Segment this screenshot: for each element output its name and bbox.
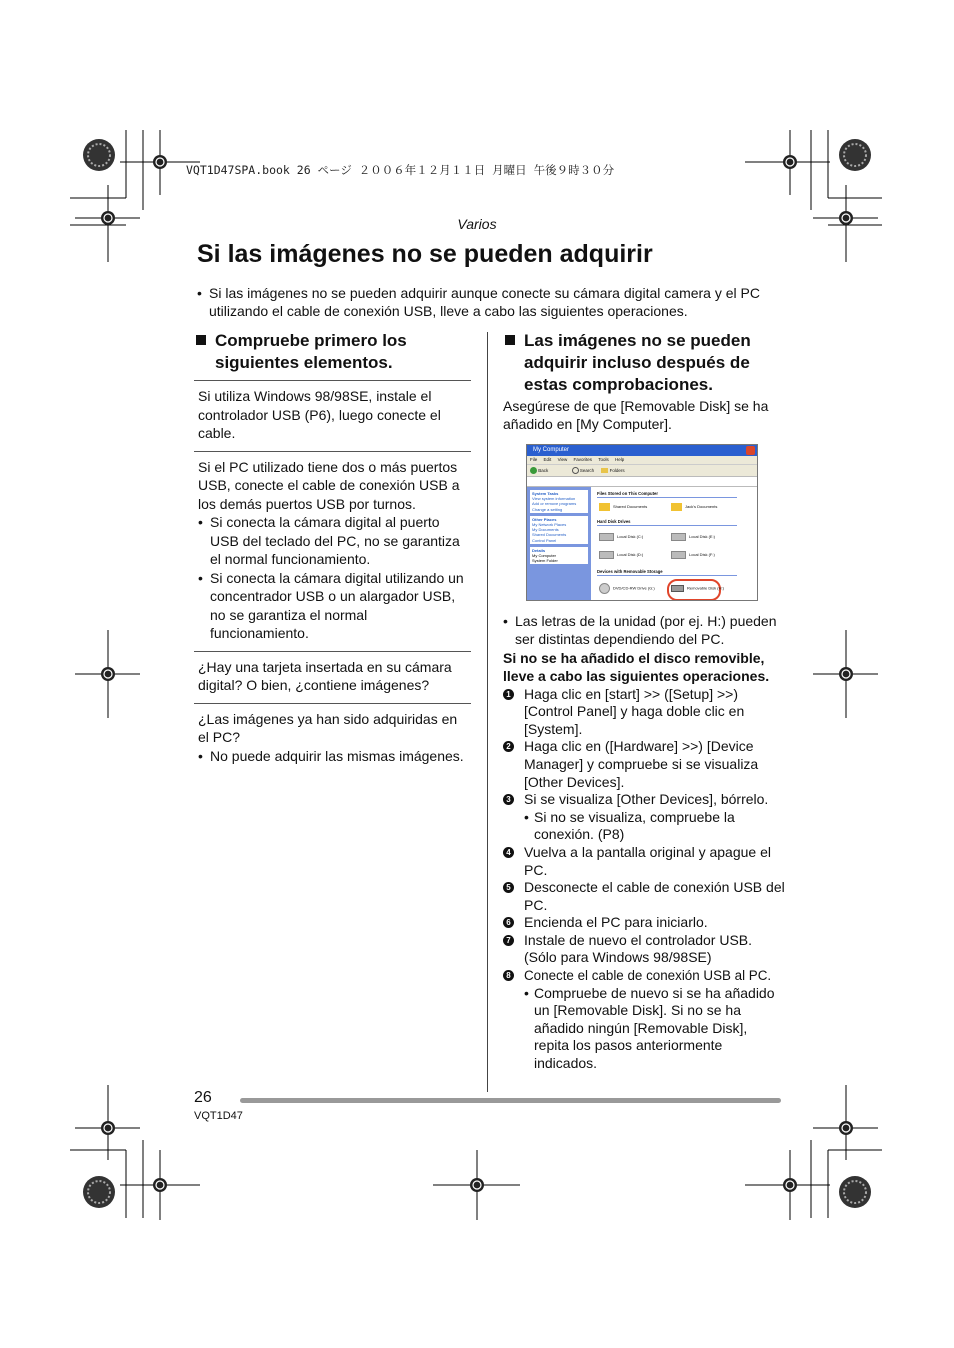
left-heading bbox=[194, 330, 471, 374]
menu-tools[interactable]: Tools bbox=[598, 457, 609, 462]
task-section: Details My Computer System Folder bbox=[530, 547, 588, 565]
step-1: 1 Haga clic en [start] >> ([Setup] >>) [Control Panel] y haga doble clic en [System]. bbox=[503, 686, 785, 739]
check-text: ¿Hay una tarjeta insertada en su cámara digital? O bien, ¿contiene imágenes? bbox=[198, 658, 452, 693]
square-bullet-icon bbox=[196, 335, 206, 345]
right-column bbox=[503, 330, 785, 1073]
step-8: 8 Conecte el cable de conexión USB al PC. bbox=[503, 967, 785, 985]
intro-bullet: • Si las imágenes no se pueden adquirir aunque conecte su cámara digital camera y el PC utilizando el cable de conexión USB, lleve a cabo las siguientes operaciones. bbox=[197, 284, 787, 320]
menu-bar bbox=[527, 456, 757, 464]
menu-file[interactable]: File bbox=[530, 457, 538, 462]
task-pane bbox=[527, 487, 591, 601]
check-text: Si utiliza Windows 98/98SE, instale el controlador USB (P6), luego conecte el cable. bbox=[198, 388, 441, 441]
dvd-icon bbox=[599, 583, 610, 594]
folder-item[interactable]: Jack's Documents bbox=[671, 503, 717, 511]
check-box-4 bbox=[194, 703, 471, 766]
task-section: Other Places My Network Places My Documents Shared Documents Control Panel bbox=[530, 516, 588, 544]
removable-disk-icon bbox=[671, 585, 684, 592]
menu-view[interactable]: View bbox=[557, 457, 568, 462]
right-heading bbox=[503, 330, 785, 396]
left-column bbox=[194, 330, 471, 765]
close-icon[interactable] bbox=[746, 446, 755, 455]
search-icon[interactable] bbox=[572, 467, 579, 474]
list-item: • Si conecta la cámara digital utilizando un concentrador USB o un alargador USB, no se garantiza el normal funcionamiento. bbox=[198, 569, 464, 641]
dvd-drive-item[interactable]: DVD/CD-RW Drive (G:) bbox=[599, 583, 655, 594]
footer-rule bbox=[240, 1098, 781, 1103]
menu-favorites[interactable]: Favorites bbox=[573, 457, 593, 462]
my-computer-screenshot bbox=[526, 444, 758, 601]
right-para: Asegúrese de que [Removable Disk] se ha añadido en [My Computer]. bbox=[503, 398, 769, 432]
window-title: My Computer bbox=[533, 447, 570, 453]
content-pane bbox=[591, 487, 757, 601]
disk-item[interactable]: Local Disk (C:) bbox=[599, 533, 643, 541]
step-2: 2 Haga clic en ([Hardware] >>) [Device Manager] y compruebe si se visualiza [Other Devices]. bbox=[503, 738, 785, 791]
menu-edit[interactable]: Edit bbox=[543, 457, 552, 462]
step-6: 6 Encienda el PC para iniciarlo. bbox=[503, 914, 785, 932]
check-text: Si el PC utilizado tiene dos o más puertos USB, conecte el cable de conexión USB a los demás puertos USB por turnos. bbox=[198, 458, 460, 512]
list-item: • Las letras de la unidad (por ej. H:) pueden ser distintas dependiendo del PC. bbox=[503, 613, 777, 647]
hard-disk-icon bbox=[599, 533, 614, 541]
list-item: • No puede adquirir las mismas imágenes. bbox=[198, 747, 464, 764]
check-box-2 bbox=[194, 451, 471, 651]
step-8-sub: • Compruebe de nuevo si se ha añadido un [Removable Disk]. Si no se ha añadido ningún [Removable Disk], repita los pasos anteriormente indicados. bbox=[524, 984, 775, 1072]
check-box-3 bbox=[194, 651, 471, 703]
check-box-1 bbox=[194, 380, 471, 451]
intro-text: Si las imágenes no se pueden adquirir aunque conecte su cámara digital camera y el PC utilizando el cable de conexión USB, lleve a cabo las siguientes operaciones. bbox=[209, 285, 760, 319]
left-heading-text: Compruebe primero los siguientes elementos. bbox=[215, 331, 407, 372]
folders-button[interactable]: Folders bbox=[609, 468, 625, 473]
hard-disk-icon bbox=[599, 551, 614, 559]
model-code: VQT1D47 bbox=[194, 1110, 243, 1122]
group-label: Files Stored on This Computer bbox=[597, 491, 658, 496]
folder-item[interactable]: Shared Documents bbox=[599, 503, 647, 511]
bold-note: Si no se ha añadido el disco removible, lleve a cabo las siguientes operaciones. bbox=[503, 650, 770, 684]
disk-item[interactable]: Local Disk (E:) bbox=[671, 533, 715, 541]
page-title: Si las imágenes no se pueden adquirir bbox=[197, 240, 653, 268]
hard-disk-icon bbox=[671, 551, 686, 559]
square-bullet-icon bbox=[505, 335, 515, 345]
page-number: 26 bbox=[194, 1089, 212, 1106]
step-3: 3 Si se visualiza [Other Devices], bórrelo. bbox=[503, 791, 785, 809]
folder-icon bbox=[671, 503, 682, 511]
column-divider bbox=[487, 332, 488, 1092]
disk-item[interactable]: Local Disk (F:) bbox=[671, 551, 715, 559]
back-icon[interactable] bbox=[530, 467, 537, 474]
disk-item[interactable]: Local Disk (D:) bbox=[599, 551, 643, 559]
toolbar bbox=[527, 464, 757, 476]
back-button[interactable]: Back bbox=[538, 468, 549, 473]
folder-icon bbox=[599, 503, 610, 511]
step-4: 4 Vuelva a la pantalla original y apague el PC. bbox=[503, 844, 785, 879]
folders-icon[interactable] bbox=[601, 468, 608, 473]
check-text: ¿Las imágenes ya han sido adquiridas en el PC? bbox=[198, 710, 458, 745]
task-section: System Tasks View system information Add or remove programs Change a setting bbox=[530, 490, 588, 513]
section-label: Varios bbox=[457, 216, 497, 232]
group-label: Hard Disk Drives bbox=[597, 519, 631, 524]
window-titlebar bbox=[527, 445, 757, 456]
step-7: 7 Instale de nuevo el controlador USB. (Sólo para Windows 98/98SE) bbox=[503, 932, 785, 967]
menu-help[interactable]: Help bbox=[614, 457, 625, 462]
list-item: • Si conecta la cámara digital al puerto USB del teclado del PC, no se garantiza el normal funcionamiento. bbox=[198, 514, 460, 567]
print-header: VQT1D47SPA.book 26 ページ ２００６年１２月１１日 月曜日 午後９時３０分 bbox=[186, 163, 615, 177]
group-label: Devices with Removable Storage bbox=[597, 569, 663, 574]
hard-disk-icon bbox=[671, 533, 686, 541]
step-3-sub: • Si no se visualiza, compruebe la conexión. (P8) bbox=[524, 808, 735, 843]
removable-disk-item[interactable]: Removable Disk (H:) bbox=[671, 585, 724, 592]
right-heading-text: Las imágenes no se pueden adquirir incluso después de estas comprobaciones. bbox=[524, 331, 751, 394]
step-5: 5 Desconecte el cable de conexión USB del PC. bbox=[503, 879, 785, 914]
search-button[interactable]: Search bbox=[579, 468, 595, 473]
address-bar[interactable] bbox=[527, 476, 757, 487]
